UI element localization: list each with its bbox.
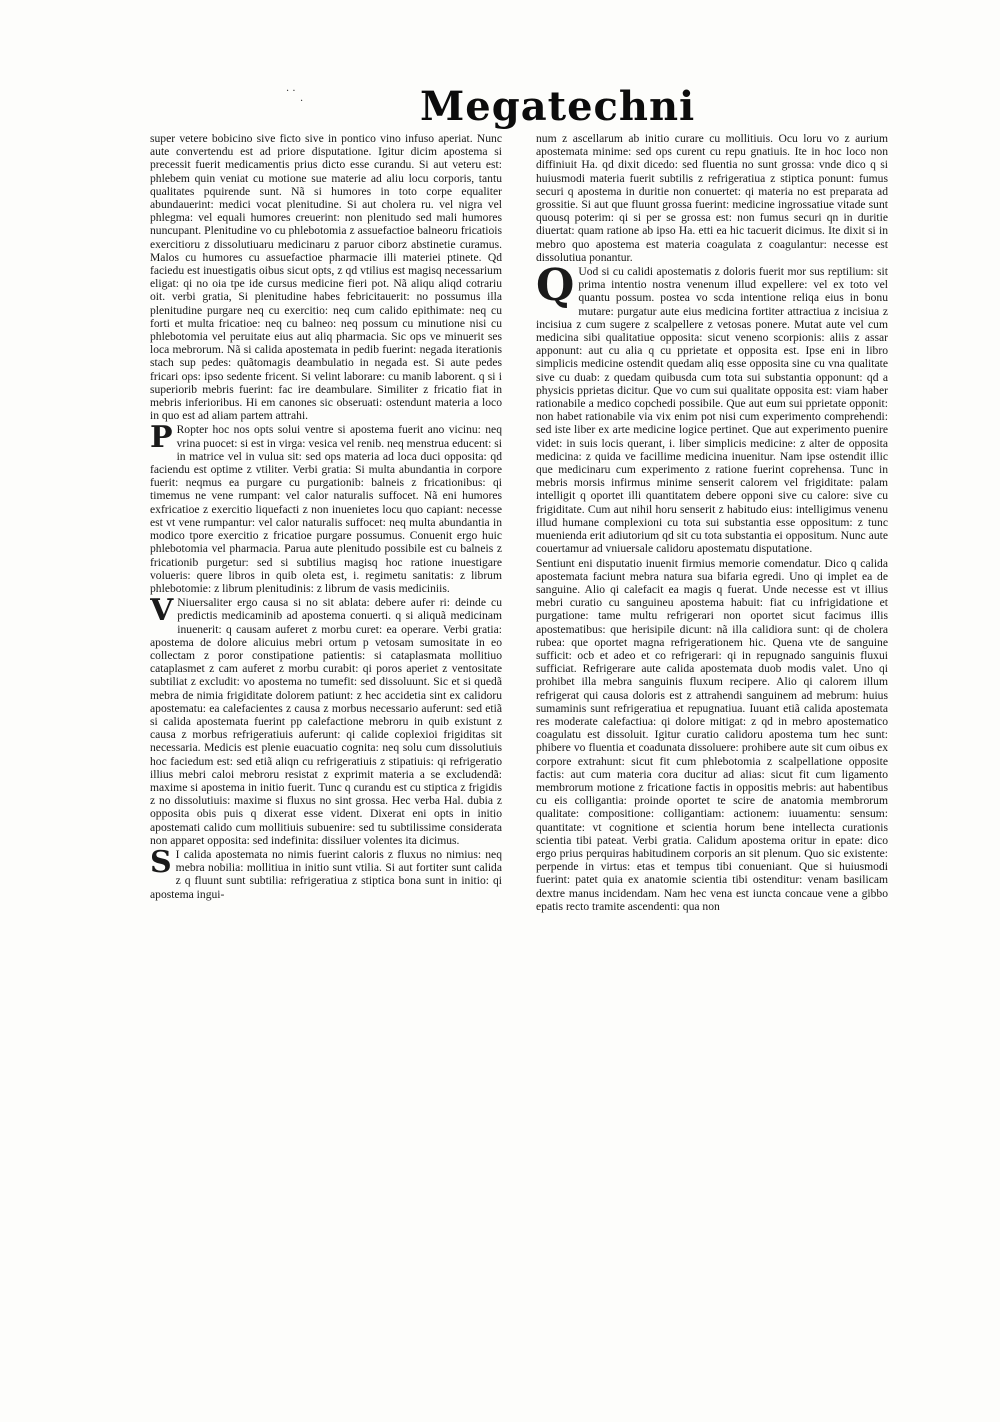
initial-letter: S bbox=[150, 844, 172, 880]
paragraph-text: num z ascellarum ab initio curare cu mollitiuis. Ocu loru vo z aurium apostemata minime: sed ops curent cu repu gnatiuis. Ite in hoc loco non diffiniuit Ha. qd dixit dicedo: sed fluentia no sunt grossa: vnde dico q si huiusmodi materia fuerit subtilis z refrigeratiua z stiptica ponunt: fumus securi q apostema in duritie non conuertet: qi materia no est preparata ad grossitie. Si aut que fluunt grossa fuerint: medicine ingrossatiue vitade sunt quousq poterim: qi si per se grossa est: non fumus securi qn in duritie diuertat: quam ratione ab ipso Ha. etti ea hic tacuerit dicimus. Ite dixit si in mebro quo apostema est materia coagulata z coagulantur: necesse est dissolutiua ponantur. bbox=[536, 132, 888, 264]
left-text-column bbox=[150, 132, 502, 1252]
running-title: Megatechni bbox=[420, 83, 696, 130]
initial-letter: V bbox=[150, 593, 174, 629]
paragraph bbox=[536, 557, 888, 913]
paragraph bbox=[536, 260, 888, 556]
paragraph-text: Niuersaliter ergo causa si no sit ablata: debere aufer ri: deinde cu predictis medicaminib ad apostema conuerti. q si aliquã medicinam inuenerit: q causam auferet z morbu curet: ea operare. Verbi gratia: apostema de dolore alicuius mebri ortum p vetosam sumositate in eo collectam z poror constipatione patientis: si cataplasmata mollitiuo cataplasmet z cam auferet z morbu curabit: qi poros aperiet z ventositate subtiliat z excludit: vo apostema no tumefit: sed dissoluunt. Sic et si quedã mebra de nimia frigiditate dolorem patiunt: z hec accidetia sint ex calidoru apostematu: ea calefacientes z causa z morbus necessario auferunt: sed etiã si calida apostemata fuerint pp calefactione mebroru in quib existunt z causa z morbus refrigeratiuis auferunt: qi calide coplexioi frigiditas sit necessaria. Medicis est plenie euacuatio cognita: neq solu cum dissolutiuis hoc faciedum est: sed etiã aliqn cu refrigeratiuis z stipatiuis: qi refrigeratio illius mebri caloi mebroru resistat z exprimit materia a se excludendã: maxime si apostema in initio fuerit. Tunc q curandu est cu stiptica z frigidis z no dissolutiuis: maxime si fluxus no sint grossa. Hec verba Hal. dubia z opposita obis puis q dixerat esse vident. Dixerat eni opts in initio apostemati calido cum mollitiuis subuenire: sed tu subtilissime considerata non apparet opposita: sed indefinita: dissiluer volentes ita dicimus. bbox=[150, 596, 502, 847]
paragraph-text: super vetere bobicino sive ficto sive in pontico vino infuso aperiat. Nunc aute convertendu est ad priore disputatione. Igitur dicim apostema si precessit fuerit medicamentis prius dicto esse curandu. Si aut veteru est: phlebem quin veniat cu motione sue materie ad aliu locu corporis, tantu qualitates pquirende sunt. Nã si humores in toto corpe equaliter abundauerint: medici vocat plenitudine. Si aut cholera ru. vel nigra vel phlegma: vel equali humores creuerint: non plenitudo sed mali humores nuncupant. Plenitudine vo cu phlebotomia z assuefactioe balneoru fricatiois exercitioru z dissolutiuaru medicinaru z paruor ciborz abstinetie curamus. Malos cu humores cu assuefactioe pharmacie illi materiei ptinete. Qd faciedu est inuestigatis oibus sicut opts, z qd vtilius est magisq necessarium eligat: qi no oia tpe ide cursus medicine fieri pot. Nã aliqu aliqd cotrariu oit. verbi gratia, Si plenitudine habes febricitauerit: no possumus illa plenitudine purgare neq cu exercitio: neq cum calido epithimate: neq cu forti et multa fricatioe: neq cu balneo: neq possum cu minutione nisi cu phlebotomia vel peruitate eius aut aliq pharmacia. Sic ops ve minuerit ses loca mebrorum. Nã si calida apostemata in pedib fuerint: negada iterationis stach sup pedes: quãtomagis deambulatio in negada est. Si aute pedes fricari ops: ipso sedente fricent. Si velint laborare: cu manib laborent. q si i superiorib mebris fuerint: fac ire deambulare. Similiter z fricatio fiat in mebris inferioribus. Hi em canones sic obseruati: ostendunt materia a loco in quo est ad aliam partem attrahi. bbox=[150, 132, 502, 423]
paragraph-text: Sentiunt eni disputatio inuenit firmius memorie comendatur. Dico q calida apostemata faciunt mebra natura sua bifaria egredi. Uno qi implet ea de sanguine. Alio qi calefacit ea magis q fuerat. Unde necesse est vt illius mebri curatio cu sanguineu apostema habuit: fiat cu infrigidatione et purgatione: tame multu refrigerari non oportet sicut facimus illis apostematibus: que herisipile dicunt: nã illa calidiora sunt: qi de cholera rubea: que oportet magna refrigerationem hic. Quena vte de sanguine sufficit: ocb et adeo et co refrigerari: qi in repugnado sanguinis fluxui sufficiat. Refrigerare aute calida apostemata duob modis valet. Uno qi prohibet illa mebra sanguinis fluxum recipere. Alio qi calorem illum refrigerat qui causa doloris est z attrahendi sanguinem ad mebrum: huius sumaminis sunt refrigeratiua et repugnatiua. Iuuant etiã calida apostemata res moderate calefactiua: qi dolore mitigat: z qd in mebro apostematico coagulatu est dissoluit. Igitur curatio calidoru apostema tum hec sunt: phibere vo fluentia et coadunata dissoluere: prohibere aute sit cum oibus ex corpore extrahunt: sicut fit cum phlebotomia z scalpellatione opposite factis: aut cum materia cora ducitur ad alias: sicut fit cum ligamento membrorum motione z fricatione factis in oppositis mebris: aut habentibus cu eis colligantia: proinde oportet te scire de anatomia membrorum qualitate: compositione: colligantiam: actionem: iuuamentu: sensum: quantitate: vt cognitione et scientia horum bene intellecta curationis scientia tibi pateat. Verbi gratia. Calidum apostema oritur in epate: dico ergo prius perquiras habitudinem corporis an sit plenum. Quo sic existente: perpende in virtus: etas et tempus tibi conueniant. Que si huiusmodi fuerint: patet quia ex anatomie scientia tibi ostenditur: venam basilicam dextre manus incidendam. Nam hec vena est iuncta concaue vene a gibbo epatis recto tramite ascendenti: qua non bbox=[536, 556, 888, 913]
paragraph bbox=[150, 593, 502, 847]
initial-letter: Q bbox=[536, 260, 575, 312]
paragraph bbox=[150, 132, 502, 422]
paragraph bbox=[150, 420, 502, 595]
paragraph-text: Ropter hoc nos opts solui ventre si apostema fuerit ano vicinu: neq vrina puocet: si est in virga: vesica vel renib. neq menstrua educent: si in matrice vel in vulua sit: sed ops materia ad loca duci opposita: qd faciendu est optime z vtiliter. Verbi gratia: Si multa abundantia in corpore fuerit: neqmus ea purgare cu purgationib: balneis z fricationibus: qi timemus ne vene rumpant: vel calor naturalis suffocet. Nã eni humores exfricatioe z exercitio liquefacti z non inuenietes locu quo capiant: necesse est vt vene rumpantur: vel calor naturalis suffocet: neq multa abundantia in modico tpore exercitio z fricatioe purgare possumus. Conuenit ergo huic phlebotomia vel pharmacia. Parua aute plenitudo possibile est cu balneis z fricationib purgetur: sed si subtilius magisq hoc ratione inuestigare volueris: quere libros in quib oleta est, i. regimetu sanitatis: z librum phlebotomie: z librum plenitudinis: z librum de vasis mediciniis. bbox=[150, 423, 502, 595]
ink-speck: · · bbox=[286, 86, 296, 97]
ink-speck: · bbox=[300, 96, 304, 107]
paragraph bbox=[536, 132, 888, 264]
initial-letter: P bbox=[150, 420, 173, 456]
paragraph-text: I calida apostemata no nimis fuerint caloris z fluxus no nimius: neq mebra nobilia: mollitiua in initio sunt vtilia. Si aut fortiter sunt calida z q fluunt sunt subtilia: refrigeratiua z stiptica bona sunt in initio: qi apostema ingui- bbox=[150, 847, 502, 901]
paragraph-text: Uod si cu calidi apostematis z doloris fuerit mor sus reptilium: sit prima intentio nostra venenum illud expellere: vel ex toto vel quantu possum. postea vo scda intentione reliqa eius in bonu mutare: purgatur aute eius medicina fortiter attractiua z incisiua z incisiua z cum sugere z scalpellere z vetosas ponere. Mutat aute vel cum medicina sibi qualitatiue opposita: sicut veneno scorpionis: aliis z assar apponunt: aut cu alia q cu pprietate et opposita est. Ipse eni in libro simplicis medicine ostendit quedam aliq esse opposita sine cu vna qualitate sive cu duab: z quedam quibusda cum tota sui substantia opponunt: qd a physicis pprietas dicitur. Que vo cum sui qualitate opposita est: viam haber rationabile a medico copchedi possibile. Que aut eum sui pprietate opponit: non habet rationabile via vix enim pot nisi cum experimento comprehendi: sed iste liber ex arte medicine logice pertinet. Que aut experimento puenire videt: in suis locis querant, i. liber simplicis medicine: z alter de opposita medicina: z quida ve facillime medicina inuenitur. Nam ipse ostendit illic que medicinaru cum experimento z ratione fuerint coprehensa. Tunc in mebris morsis infirmus minime senserit calorem vel frigiditate: palam intelligit q oportet illi quantitatem debere opponi sive cu calore: sive cu frigiditate. Cum aut nihil horu senserit z habitudo eius: intelligimus venenu illud humane complexioni cu tota sui substantia esse oppositum: z tunc muenienda erit adiutorium qd sit cu tota substantia ei oppositum. Nunc aute couertamur ad vniuersale calidoru apostematu disputatione. bbox=[536, 265, 888, 556]
paragraph bbox=[150, 844, 502, 901]
right-text-column bbox=[536, 132, 888, 1252]
